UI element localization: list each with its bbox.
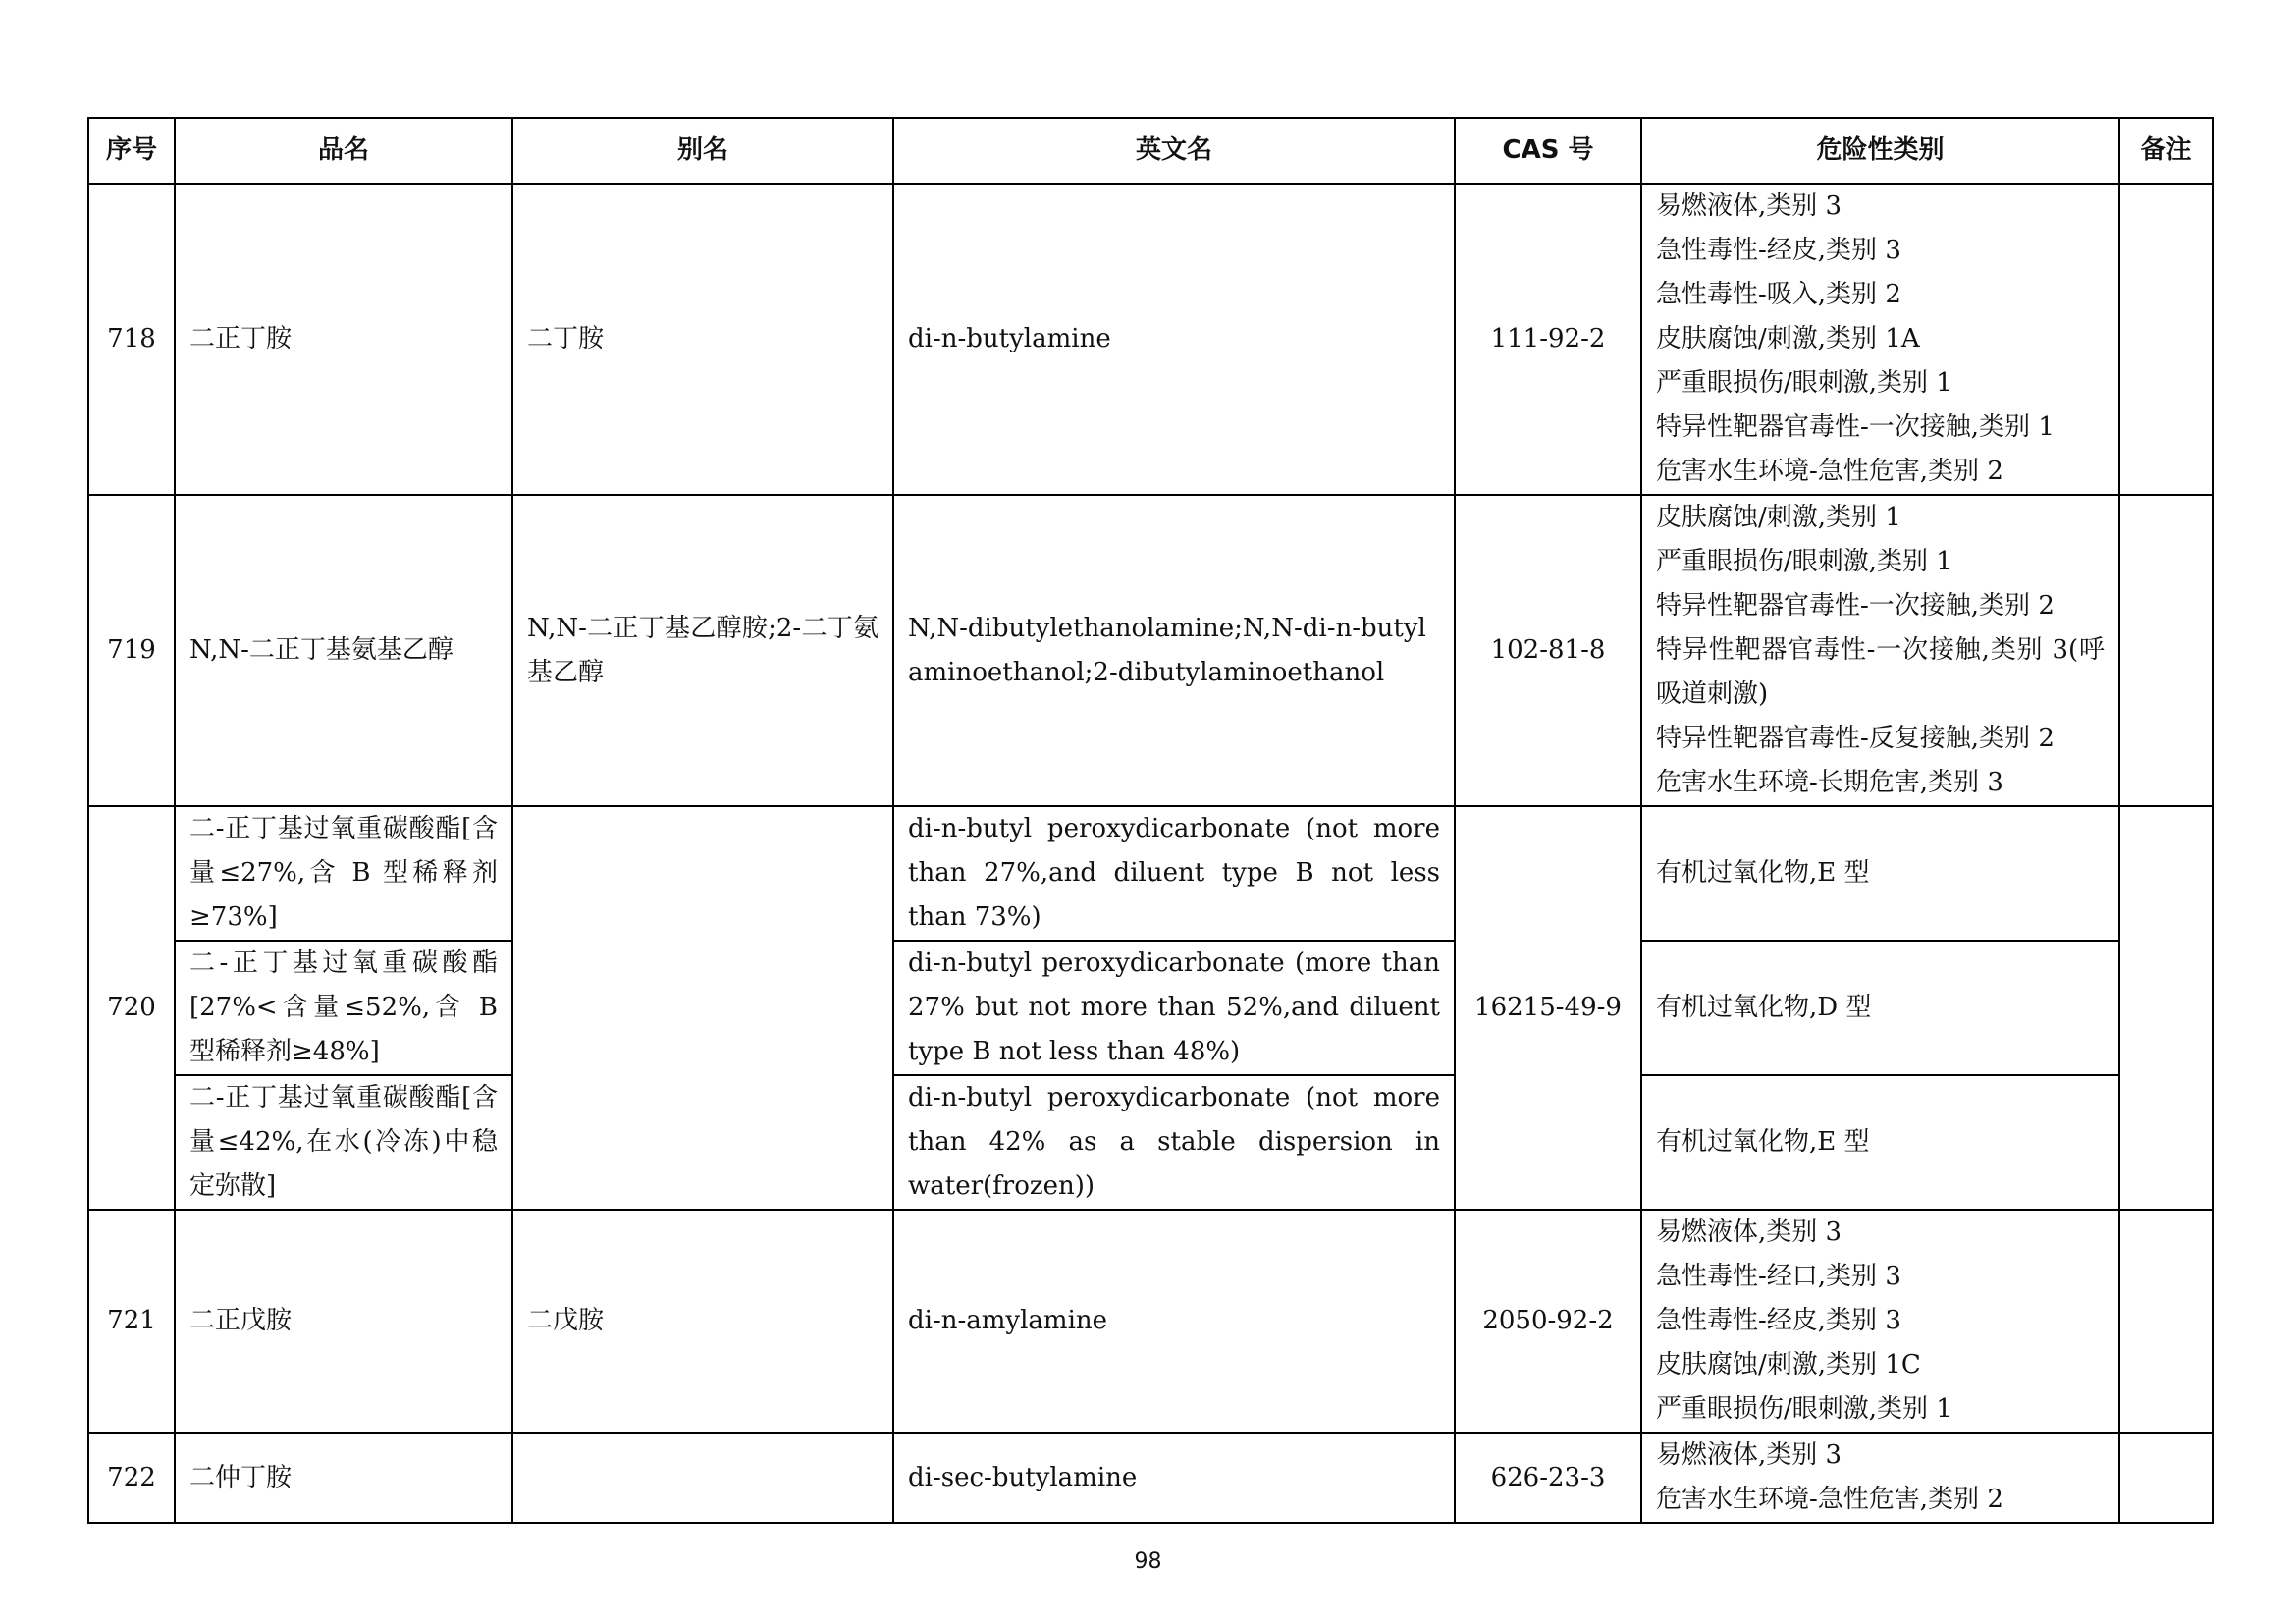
row-english: di-sec-butylamine <box>893 1433 1455 1523</box>
row-hazards <box>1641 184 2119 495</box>
row-cas: 111-92-2 <box>1455 184 1641 495</box>
row-hazards <box>1641 1433 2119 1523</box>
row-name: 二-正丁基过氧重碳酸酯[27%<含量≤52%,含 B 型稀释剂≥48%] <box>175 941 512 1075</box>
row-name: 二-正丁基过氧重碳酸酯[含量≤27%,含 B 型稀释剂≥73%] <box>175 806 512 941</box>
hazard-item: 危害水生环境-急性危害,类别 2 <box>1656 457 2003 486</box>
hazard-item: 皮肤腐蚀/刺激,类别 1A <box>1656 324 1920 353</box>
row-seq: 721 <box>88 1210 175 1433</box>
row-english: di-n-butyl peroxydicarbonate (not more than 42% as a stable dispersion in water(frozen)) <box>893 1075 1455 1210</box>
row-name: 二-正丁基过氧重碳酸酯[含量≤42%,在水(冷冻)中稳定弥散] <box>175 1075 512 1210</box>
hazard-item: 易燃液体,类别 3 <box>1656 1440 1842 1470</box>
hazard-item: 特异性靶器官毒性-一次接触,类别 3(呼吸道刺激) <box>1656 635 2105 709</box>
row-hazard: 有机过氧化物,E 型 <box>1641 806 2119 941</box>
hazard-item: 危害水生环境-长期危害,类别 3 <box>1656 768 2003 797</box>
row-remark <box>2119 184 2213 495</box>
hazard-item: 皮肤腐蚀/刺激,类别 1 <box>1656 503 1901 532</box>
row-name: N,N-二正丁基氨基乙醇 <box>175 495 512 806</box>
row-seq: 722 <box>88 1433 175 1523</box>
row-cas: 16215-49-9 <box>1455 806 1641 1210</box>
table-header-row <box>88 118 2213 184</box>
row-remark <box>2119 1210 2213 1433</box>
row-remark <box>2119 1433 2213 1523</box>
hazard-item: 危害水生环境-急性危害,类别 2 <box>1656 1485 2003 1514</box>
row-english: di-n-butyl peroxydicarbonate (not more than 27%,and diluent type B not less than 73%) <box>893 806 1455 941</box>
table-row <box>88 941 2213 1075</box>
hazard-item: 严重眼损伤/眼刺激,类别 1 <box>1656 547 1952 576</box>
row-english: di-n-butylamine <box>893 184 1455 495</box>
row-alias: N,N-二正丁基乙醇胺;2-二丁氨基乙醇 <box>512 495 893 806</box>
table-row <box>88 1210 2213 1433</box>
row-english: N,N-dibutylethanolamine;N,N-di-n-butylaminoethanol;2-dibutylaminoethanol <box>893 495 1455 806</box>
hazard-item: 易燃液体,类别 3 <box>1656 191 1842 221</box>
table-row <box>88 495 2213 806</box>
table-row <box>88 184 2213 495</box>
header-remark: 备注 <box>2119 118 2213 184</box>
row-name: 二正戊胺 <box>175 1210 512 1433</box>
table-row <box>88 806 2213 941</box>
row-alias: 二丁胺 <box>512 184 893 495</box>
row-name: 二仲丁胺 <box>175 1433 512 1523</box>
row-english: di-n-butyl peroxydicarbonate (more than 27% but not more than 52%,and diluent type B not less than 48%) <box>893 941 1455 1075</box>
hazard-item: 急性毒性-经皮,类别 3 <box>1656 236 1901 265</box>
row-seq: 718 <box>88 184 175 495</box>
row-hazard: 有机过氧化物,E 型 <box>1641 1075 2119 1210</box>
row-hazards <box>1641 1210 2119 1433</box>
row-alias <box>512 806 893 1210</box>
header-seq: 序号 <box>88 118 175 184</box>
hazard-item: 急性毒性-经口,类别 3 <box>1656 1262 1901 1291</box>
row-cas: 102-81-8 <box>1455 495 1641 806</box>
row-cas: 626-23-3 <box>1455 1433 1641 1523</box>
row-hazards <box>1641 495 2119 806</box>
row-alias <box>512 1433 893 1523</box>
row-seq: 720 <box>88 806 175 1210</box>
row-hazard: 有机过氧化物,D 型 <box>1641 941 2119 1075</box>
header-english: 英文名 <box>893 118 1455 184</box>
table-row <box>88 1433 2213 1523</box>
hazard-item: 特异性靶器官毒性-一次接触,类别 1 <box>1656 412 2055 442</box>
hazard-item: 易燃液体,类别 3 <box>1656 1218 1842 1247</box>
table-row <box>88 1075 2213 1210</box>
hazard-item: 皮肤腐蚀/刺激,类别 1C <box>1656 1350 1921 1380</box>
hazard-item: 急性毒性-经皮,类别 3 <box>1656 1306 1901 1335</box>
hazard-item: 特异性靶器官毒性-反复接触,类别 2 <box>1656 724 2055 753</box>
page-number: 98 <box>1134 1549 1162 1574</box>
header-cas: CAS 号 <box>1455 118 1641 184</box>
row-name: 二正丁胺 <box>175 184 512 495</box>
row-cas: 2050-92-2 <box>1455 1210 1641 1433</box>
header-name: 品名 <box>175 118 512 184</box>
header-alias: 别名 <box>512 118 893 184</box>
hazard-item: 严重眼损伤/眼刺激,类别 1 <box>1656 1394 1952 1424</box>
chemical-table <box>87 117 2214 1524</box>
hazard-item: 特异性靶器官毒性-一次接触,类别 2 <box>1656 591 2055 621</box>
hazard-item: 急性毒性-吸入,类别 2 <box>1656 280 1901 309</box>
row-remark <box>2119 495 2213 806</box>
row-remark <box>2119 806 2213 1210</box>
row-alias: 二戊胺 <box>512 1210 893 1433</box>
row-english: di-n-amylamine <box>893 1210 1455 1433</box>
header-hazard: 危险性类别 <box>1641 118 2119 184</box>
hazard-item: 严重眼损伤/眼刺激,类别 1 <box>1656 368 1952 398</box>
row-seq: 719 <box>88 495 175 806</box>
